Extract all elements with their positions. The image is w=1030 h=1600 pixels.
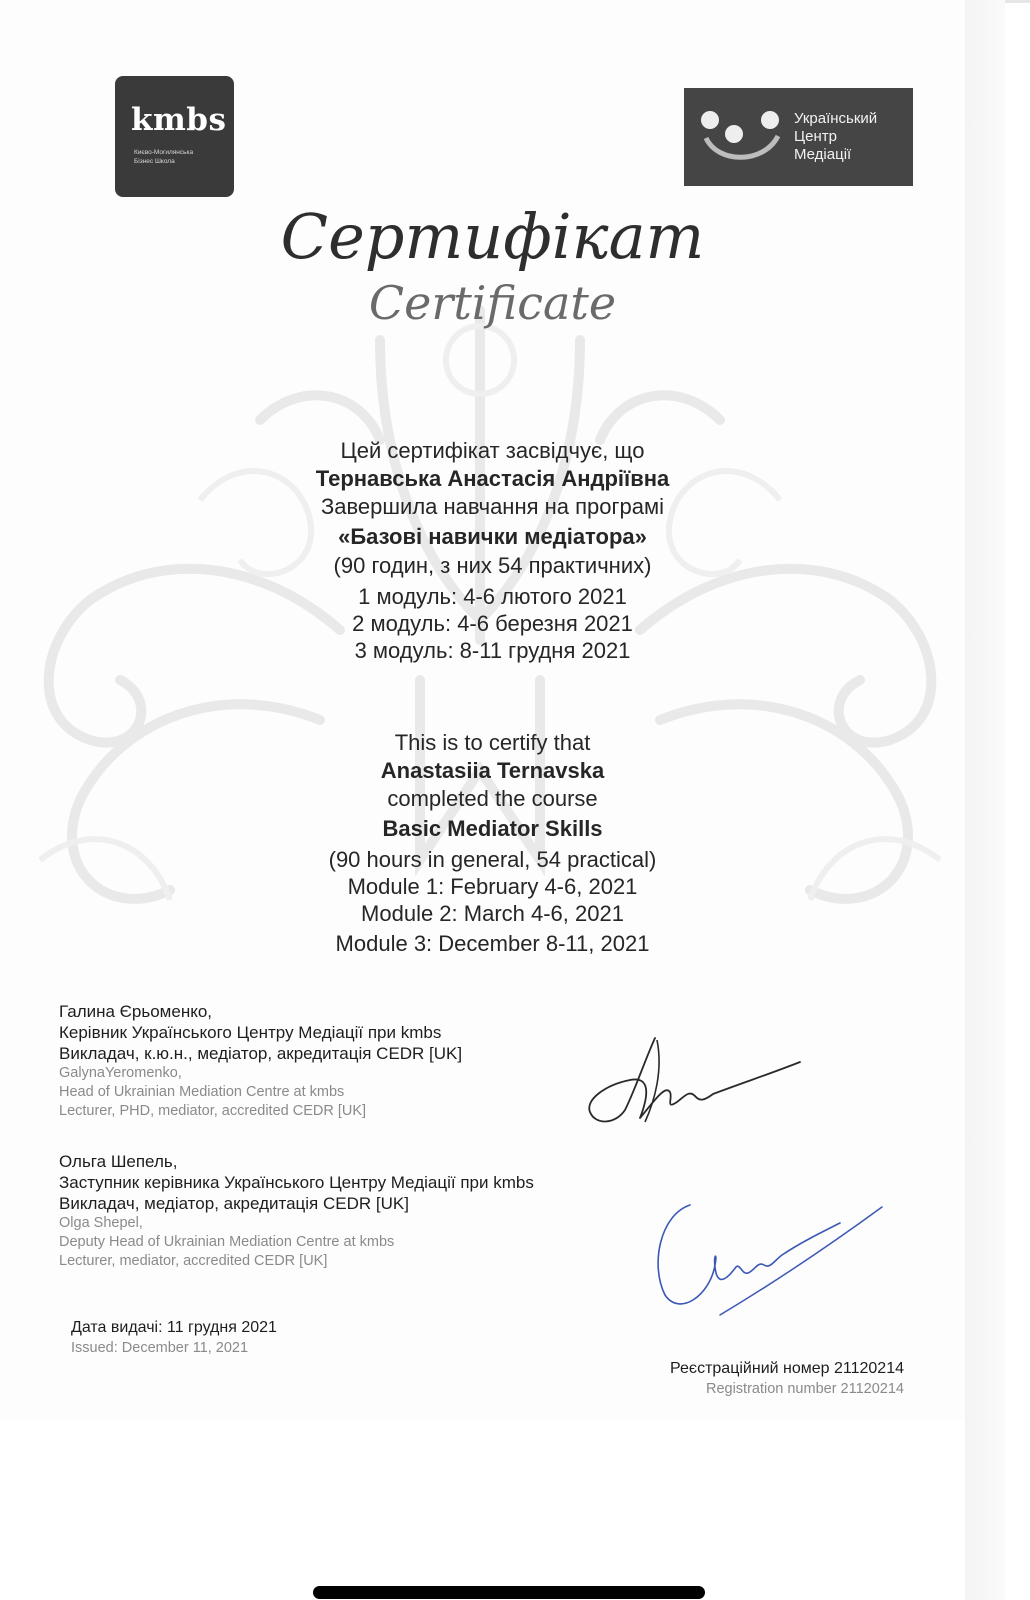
certificate-title-en: Certificate [368,276,617,330]
hours-uk: (90 годин, з них 54 практичних) [333,553,652,578]
issue-date-uk: Дата видачі: 11 грудня 2021 [71,1319,277,1336]
signatory-2 [59,1151,534,1271]
registration-number [670,1359,904,1399]
signatory-2-role-en: Deputy Head of Ukrainian Mediation Centre at kmbs [59,1234,395,1250]
program-name-uk: «Базові навички медіатора» [338,524,647,549]
issue-date-en: Issued: December 11, 2021 [71,1340,249,1356]
ucm-logo-name-line: Український [794,110,878,127]
ucm-logo-name-line: Центр [794,128,837,145]
completed-uk: Завершила навчання на програмі [320,494,665,519]
ucm-logo-name-line: Медіації [794,146,852,163]
program-name-en: Basic Mediator Skills [382,816,603,841]
completed-en: completed the course [387,786,598,811]
signatory-2-name-en: Olga Shepel, [59,1215,143,1231]
kmbs-logo-subtitle-line: Бізнес Школа [134,158,175,165]
module-3-en: Module 3: December 8-11, 2021 [335,931,650,956]
ucm-logo-mark-icon [698,106,788,166]
intro-en: This is to certify that [394,730,591,755]
kmbs-logo-subtitle-line: Києво-Могилянська [134,149,194,156]
signature-2 [650,1195,890,1320]
signatory-2-name-uk: Ольга Шепель, [59,1152,178,1171]
signatory-1 [59,1001,462,1121]
intro-uk: Цей сертифікат засвідчує, що [340,438,645,463]
issue-date [71,1318,277,1358]
kmbs-logo-word: kmbs [131,102,227,138]
kmbs-logo [115,76,234,197]
ucm-logo-name [794,110,914,164]
signatory-1-credentials-en: Lecturer, PHD, mediator, accredited CEDR [UK] [59,1103,367,1119]
signatory-1-role-uk: Керівник Українського Центру Медіації при kmbs [59,1023,442,1042]
module-2-uk: 2 модуль: 4-6 березня 2021 [352,611,633,636]
hours-en: (90 hours in general, 54 practical) [328,847,657,872]
signatory-2-role-uk: Заступник керівника Українського Центру Медіації при kmbs [59,1173,534,1192]
module-3-uk: 3 модуль: 8-11 грудня 2021 [354,638,631,663]
module-2-en: Module 2: March 4-6, 2021 [361,901,624,926]
recipient-name-uk: Тернавська Анастасія Андріївна [315,466,670,491]
module-1-uk: 1 модуль: 4-6 лютого 2021 [358,584,627,609]
recipient-name-en: Anastasiia Ternavska [380,758,605,783]
signatory-2-credentials-en: Lecturer, mediator, accredited CEDR [UK] [59,1253,328,1269]
signature-1 [585,1030,805,1130]
registration-number-uk: Реєстраційний номер 21120214 [670,1360,904,1377]
signatory-1-name-en: GalynaYeromenko, [59,1065,182,1081]
home-indicator[interactable] [313,1586,705,1599]
signatory-1-name-uk: Галина Єрьоменко, [59,1002,213,1021]
ucm-logo [684,88,913,186]
kmbs-logo-subtitle [134,148,229,166]
signatory-2-credentials-uk: Викладач, медіатор, акредитація CEDR [UK] [59,1194,409,1213]
module-1-en: Module 1: February 4-6, 2021 [347,874,638,899]
registration-number-en: Registration number 21120214 [705,1381,904,1397]
signatory-1-role-en: Head of Ukrainian Mediation Centre at kmbs [59,1084,345,1100]
certificate-title-uk: Сертифікат [280,200,705,273]
signatory-1-credentials-uk: Викладач, к.ю.н., медіатор, акредитація CEDR [UK] [59,1044,463,1063]
